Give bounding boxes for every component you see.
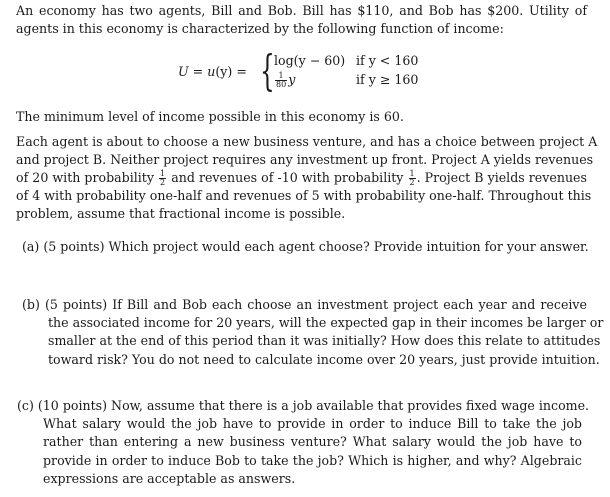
- utility-equation: [178, 48, 438, 98]
- part-c-line: provide in order to induce Bob to take the job? Which is higher, and why? Algebraic: [43, 452, 582, 468]
- fraction-one-eightieth: $\frac{1}{80}$: [276, 71, 287, 89]
- equation-condition-1: if y < 160: [356, 53, 419, 68]
- part-c-line: rather than entering a new business venture? What salary would the job have to: [43, 434, 582, 450]
- intro-paragraph: [16, 2, 587, 38]
- fraction-one-half: $\frac{1}{2}$: [160, 169, 166, 187]
- fraction-one-half: $\frac{1}{2}$: [409, 169, 415, 187]
- min-income-line: The minimum level of income possible in this economy is 60.: [16, 109, 404, 124]
- question-part-c: [17, 397, 590, 488]
- setup-paragraph: [16, 133, 598, 223]
- equation-condition-2: if y ≥ 160: [356, 72, 419, 87]
- question-part-b: [22, 296, 604, 369]
- question-part-a: [22, 238, 587, 256]
- equation-case-2: $\frac{1}{80}$ y: [276, 71, 296, 89]
- part-c-line: (c) (10 points) Now, assume that there is a job available that provides fixed wage income.: [17, 398, 590, 413]
- setup-line: and project B. Neither project requires any investment up front. Project A yields revenues: [16, 152, 594, 167]
- intro-line: agents in this economy is characterized by the following function of income:: [16, 21, 504, 36]
- intro-line: An economy has two agents, Bill and Bob. Bill has $110, and Bob has $200. Utility of: [16, 3, 587, 18]
- left-brace: {: [260, 46, 275, 95]
- setup-line-with-fractions: of 20 with probability $\frac{1}{2}$ and revenues of -10 with probability $\frac{1}{2}$ . Project B yields revenues: [16, 169, 587, 187]
- part-a-line: (a) (5 points) Which project would each agent choose? Provide intuition for your answer.: [22, 239, 589, 254]
- part-b-line: the associated income for 20 years, will the expected gap in their incomes be larger or: [48, 315, 604, 331]
- part-b-line: (b) (5 points) If Bill and Bob each choose an investment project each year and receive: [22, 297, 587, 312]
- part-c-line: What salary would the job have to provide in order to induce Bill to take the job: [43, 416, 582, 432]
- min-income-paragraph: [16, 108, 587, 126]
- setup-line: of 4 with probability one-half and revenues of 5 with probability one-half. Throughout this: [16, 188, 592, 203]
- setup-line: Each agent is about to choose a new business venture, and has a choice between project A: [16, 134, 598, 149]
- equation-case-1: log(y − 60): [274, 53, 346, 68]
- part-b-line: smaller at the end of this period than it was initially? How does this relate to attitudes: [48, 333, 601, 349]
- equation-lhs: U = u(y) =: [178, 64, 247, 79]
- part-b-line: toward risk? You do not need to calculate income over 20 years, just provide intuition.: [48, 351, 600, 367]
- setup-line: problem, assume that fractional income is possible.: [16, 206, 346, 221]
- part-c-line: expressions are acceptable as answers.: [43, 470, 296, 486]
